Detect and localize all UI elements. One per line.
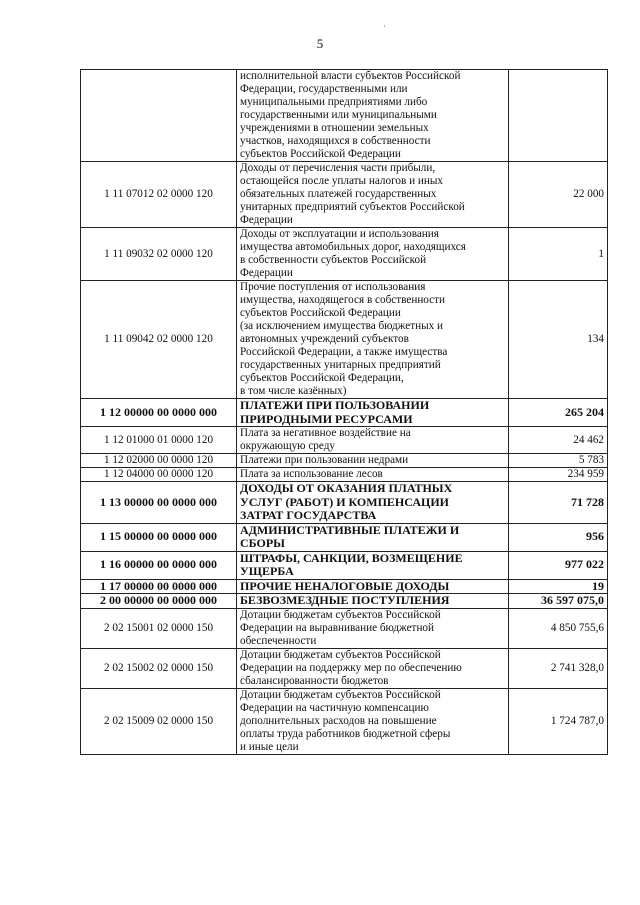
revenue-amount: 19: [509, 579, 608, 594]
revenue-amount: 134: [509, 281, 608, 399]
revenue-name: Дотации бюджетам субъектов Российской Федерации на выравнивание бюджетной обеспеченности: [240, 608, 441, 647]
budget-code: 1 12 02000 00 0000 120: [81, 454, 237, 468]
budget-code: 2 02 15001 02 0000 150: [81, 608, 237, 648]
budget-code: 1 11 09032 02 0000 120: [81, 228, 237, 281]
scan-dot: ·: [383, 22, 386, 31]
table-row: [81, 427, 608, 454]
table-row: [81, 608, 608, 648]
page-number: 5: [316, 36, 324, 51]
table-row: [81, 579, 608, 594]
revenue-name: Доходы от перечисления части прибыли, остающейся после уплаты налогов и иных обязательных платежей государственных унитарных предприятий субъектов Российской Федерации: [240, 162, 465, 226]
revenue-name: Плата за использование лесов: [240, 468, 383, 480]
revenue-name: ПРОЧИЕ НЕНАЛОГОВЫЕ ДОХОДЫ: [240, 578, 450, 593]
revenue-name-cell: [237, 482, 509, 524]
revenue-name-cell: [237, 399, 509, 427]
revenue-name: Плата за негативное воздействие на окружающую среду: [240, 427, 411, 452]
revenue-name-cell: [237, 162, 509, 228]
revenue-amount: 2 741 328,0: [509, 648, 608, 688]
table-row: [81, 454, 608, 468]
revenue-name-cell: [237, 594, 509, 609]
revenue-amount: 4 850 755,6: [509, 608, 608, 648]
revenue-amount: 956: [509, 523, 608, 551]
budget-code: 2 02 15002 02 0000 150: [81, 648, 237, 688]
revenue-name-cell: [237, 468, 509, 482]
table-row: [81, 688, 608, 754]
table-row: [81, 281, 608, 399]
revenue-name: исполнительной власти субъектов Российской Федерации, государственными или муниципальными предприятиями либо государственными или муниципальными учреждениями в отношении земельных участков, находящихся в собственности субъектов Российской Федерации: [240, 70, 461, 160]
budget-code: 1 12 01000 01 0000 120: [81, 427, 237, 454]
revenue-name-cell: [237, 608, 509, 648]
revenue-name: Дотации бюджетам субъектов Российской Федерации на поддержку мер по обеспечению сбалансированности бюджетов: [240, 648, 462, 687]
revenue-amount: 265 204: [509, 399, 608, 427]
revenue-name-cell: [237, 228, 509, 281]
revenue-name: Доходы от эксплуатации и использования имущества автомобильных дорог, находящихся в собственности субъектов Российской Федерации: [240, 228, 466, 279]
revenue-name-cell: [237, 454, 509, 468]
revenue-name: ДОХОДЫ ОТ ОКАЗАНИЯ ПЛАТНЫХ УСЛУГ (РАБОТ) И КОМПЕНСАЦИИ ЗАТРАТ ГОСУДАРСТВА: [240, 481, 453, 522]
revenue-name: ПЛАТЕЖИ ПРИ ПОЛЬЗОВАНИИ ПРИРОДНЫМИ РЕСУРСАМИ: [240, 398, 430, 426]
revenue-amount: 71 728: [509, 482, 608, 524]
revenue-table-body: [81, 70, 608, 755]
revenue-amount: 1: [509, 228, 608, 281]
revenue-amount: 36 597 075,0: [509, 594, 608, 609]
revenue-name-cell: [237, 281, 509, 399]
budget-code: 1 16 00000 00 0000 000: [81, 551, 237, 579]
budget-code: 2 02 15009 02 0000 150: [81, 688, 237, 754]
table-row: [81, 228, 608, 281]
revenue-name-cell: [237, 688, 509, 754]
table-row: [81, 468, 608, 482]
revenue-name-cell: [237, 523, 509, 551]
budget-code: 1 15 00000 00 0000 000: [81, 523, 237, 551]
revenue-amount: 977 022: [509, 551, 608, 579]
revenue-name: БЕЗВОЗМЕЗДНЫЕ ПОСТУПЛЕНИЯ: [240, 593, 450, 607]
budget-code: 1 12 04000 00 0000 120: [81, 468, 237, 482]
revenue-name: АДМИНИСТРАТИВНЫЕ ПЛАТЕЖИ И СБОРЫ: [240, 522, 460, 550]
table-row: [81, 594, 608, 609]
revenue-name: Платежи при пользовании недрами: [240, 454, 409, 466]
table-row: [81, 482, 608, 524]
table-row: [81, 648, 608, 688]
revenue-table: [80, 69, 608, 755]
revenue-name-cell: [237, 648, 509, 688]
revenue-name-cell: [237, 551, 509, 579]
revenue-amount: 24 462: [509, 427, 608, 454]
revenue-name-cell: [237, 579, 509, 594]
budget-code: 1 17 00000 00 0000 000: [81, 579, 237, 594]
table-row: [81, 162, 608, 228]
budget-code: [81, 70, 237, 162]
revenue-amount: 22 000: [509, 162, 608, 228]
table-row: [81, 523, 608, 551]
revenue-name: Прочие поступления от использования имущества, находящегося в собственности субъектов Российской Федерации (за исключением имущества бюджетных и автономных учреждений субъектов Российской Федерации, а также имущества государственных унитарных предприятий субъектов Российской Федерации, в том числе казённых): [240, 281, 448, 397]
budget-code: 1 12 00000 00 0000 000: [81, 399, 237, 427]
revenue-name-cell: [237, 70, 509, 162]
budget-code: 1 11 09042 02 0000 120: [81, 281, 237, 399]
budget-code: 1 13 00000 00 0000 000: [81, 482, 237, 524]
table-row: [81, 70, 608, 162]
revenue-amount: 5 783: [509, 454, 608, 468]
budget-code: 2 00 00000 00 0000 000: [81, 594, 237, 609]
revenue-name: ШТРАФЫ, САНКЦИИ, ВОЗМЕЩЕНИЕ УЩЕРБА: [240, 550, 463, 578]
revenue-amount: 234 959: [509, 468, 608, 482]
revenue-amount: [509, 70, 608, 162]
table-row: [81, 399, 608, 427]
revenue-amount: 1 724 787,0: [509, 688, 608, 754]
revenue-name-cell: [237, 427, 509, 454]
table-row: [81, 551, 608, 579]
revenue-name: Дотации бюджетам субъектов Российской Федерации на частичную компенсацию дополнительных расходов на повышение оплаты труда работников бюджетной сферы и иные цели: [240, 688, 451, 753]
budget-code: 1 11 07012 02 0000 120: [81, 162, 237, 228]
